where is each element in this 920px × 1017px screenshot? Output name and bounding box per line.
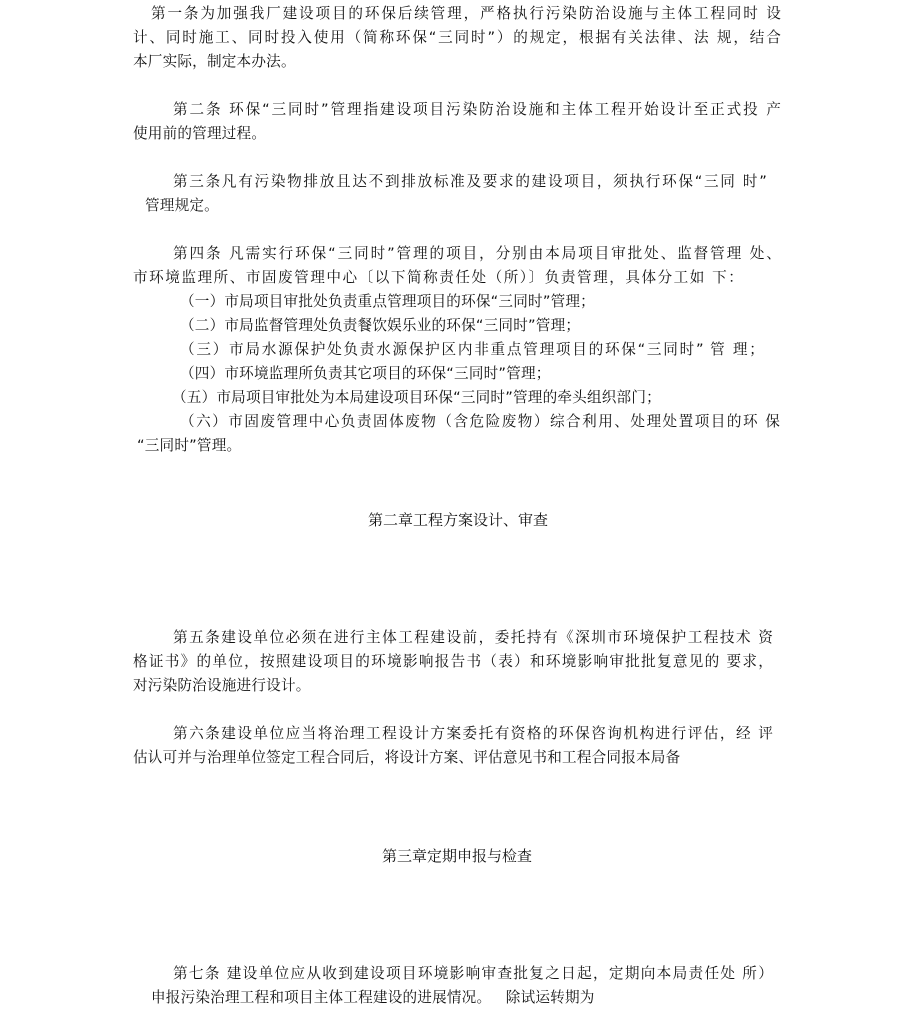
article-4-item-6: （六）市固废管理中心负责固体废物（含危险废物）综合利用、处理处置项目的环 保 [180,413,780,430]
article-4-item-1: （一）市局项目审批处负责重点管理项目的环保“三同时”管理； [180,293,595,310]
article-7-line-2: 申报污染治理工程和项目主体工程建设的进展情况。 除试运转期为 [151,989,595,1006]
article-4-item-4: （四）市环境监理所负责其它项目的环保“三同时”管理； [180,365,551,382]
chapter-2-heading: 第二章工程方案设计、审查 [367,511,548,529]
article-6-line-1: 第六条建设单位应当将治理工程设计方案委托有资格的环保咨询机构进行评估，经 评 [173,725,773,742]
article-4-item-5: （五）市局项目审批处为本局建设项目环保“三同时”管理的牵头组织部门； [172,389,661,406]
article-2-line-1: 第二条 环保“三同时”管理指建设项目污染防治设施和主体工程开始设计至正式投 产 [173,101,781,118]
article-4-line-1: 第四条 凡需实行环保“三同时”管理的项目，分别由本局项目审批处、监督管理 处、 [173,245,781,262]
article-4-item-3: （三）市局水源保护处负责水源保护区内非重点管理项目的环保“三同时” 管 理； [180,341,764,358]
article-1-line-2: 计、同时施工、同时投入使用（简称环保“三同时”）的规定，根据有关法律、法 规，结合 [133,29,781,46]
article-4-tail: “三同时”管理。 [137,437,242,454]
article-1-line-3: 本厂实际，制定本办法。 [133,53,296,70]
article-2-line-2: 使用前的管理过程。 [133,125,267,142]
article-5-line-3: 对污染防治设施进行设计。 [133,677,311,694]
article-4-line-2: 市环境监理所、市固废管理中心〔以下简称责任处（所）〕负责管理，具体分工如 下： [133,269,743,286]
article-4-item-2: （二）市局监督管理处负责餐饮娱乐业的环保“三同时”管理； [180,317,581,334]
chapter-3-heading: 第三章定期申报与检查 [381,847,532,865]
article-1-line-1: 第一条为加强我厂建设项目的环保后续管理，严格执行污染防治设施与主体工程同时 设 [151,5,781,22]
article-3-line-2: 管理规定。 [145,197,219,214]
article-3-line-1: 第三条凡有污染物排放且达不到排放标准及要求的建设项目，须执行环保“三同 时” [173,173,767,190]
article-5-line-1: 第五条建设单位必须在进行主体工程建设前，委托持有《深圳市环境保护工程技术 资 [173,629,773,646]
article-7-line-1: 第七条 建设单位应从收到建设项目环境影响审查批复之日起，定期向本局责任处 所） [173,965,773,982]
article-5-line-2: 格证书》的单位，按照建设项目的环境影响报告书（表）和环境影响审批批复意见的 要求， [133,653,773,670]
article-6-line-2: 估认可并与治理单位签定工程合同后，将设计方案、评估意见书和工程合同报本局备 [133,749,681,766]
